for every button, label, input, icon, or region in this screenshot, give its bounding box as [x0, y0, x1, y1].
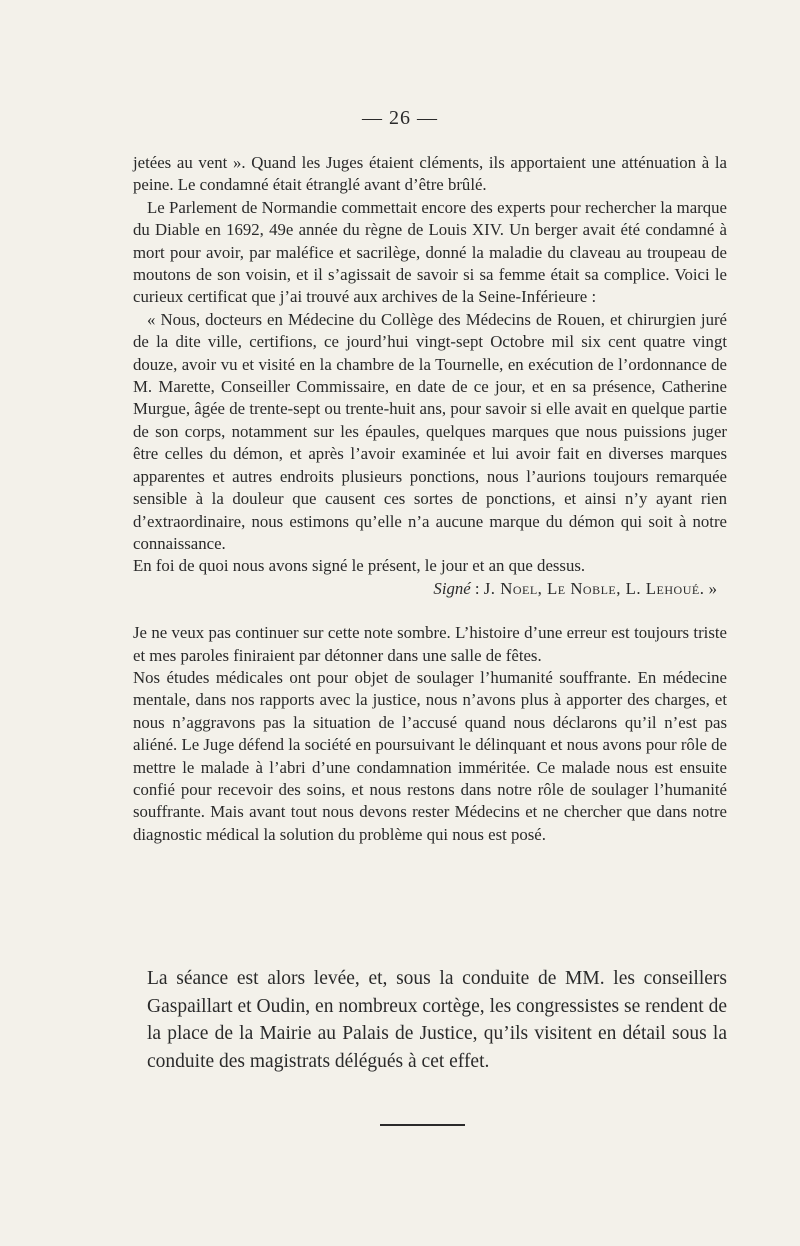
paragraph-certificate: « Nous, docteurs en Médecine du Collège des Médecins de Rouen, et chirurgien juré de la dite ville, certifions, ce jourd’hui vingt-sept Octobre mil six cent quatre vingt douze, avoir vu et visité en la chambre de la Tournelle, en exécution de l’ordonnance de M. Marette, Conseiller Commissaire, en date de ce jour, et en sa présence, Catherine Murgue, âgée de trente-sept ou trente-huit ans, pour savoir si elle avait en quelque partie de son corps, notamment sur les épaules, quelques marques que nous puissions juger être celles du démon, et après l’avoir examinée et lui avoir fait en diverses marques apparentes et autres endroits plusieurs ponctions, nous l’aurions toujours remarquée sensible à la douleur que causent ces sortes de ponctions, et ainsi n’y ayant rien d’extraordinaire, nous estimons qu’elle n’a aucune marque du démon qui soit à notre connaissance. — [133, 309, 727, 553]
closing-text — [147, 965, 727, 1075]
paragraph-etudes: Nos études médicales ont pour objet de soulager l’humanité souffrante. En médecine mentale, dans nos rapports avec la justice, nous n’avons plus à apporter des charges, et nous n’aggravons pas la situation de l’accusé quand nous déclarons qu’il n’est pas aliéné. Le Juge défend la société en poursuivant le délinquant et nous avons pour rôle de mettre le malade à l’abri d’une condamnation imméritée. Ce malade nous est ensuite confié pour recevoir des soins, et nous restons dans notre rôle de soulager l’humanité souffrante. Mais avant tout nous devons rester Médecins et ne chercher que dans notre diagnostic médical la solution du problème qui nous est posé. — [133, 667, 727, 844]
paragraph-execution: jetées au vent ». Quand les Juges étaient cléments, ils apportaient une atténuation à la peine. Le condamné était étranglé avant d’être brûlé. — [133, 153, 727, 195]
paragraph-gap — [133, 600, 727, 622]
signature-names: J. Noel, Le Noble, L. Lehoué. — [483, 578, 705, 598]
signature-line — [133, 578, 727, 600]
signature-close: » — [704, 578, 717, 598]
paragraph-en-foi: En foi de quoi nous avons signé le présent, le jour et an que dessus. — [133, 556, 586, 576]
end-rule — [380, 1124, 465, 1126]
paragraph-sombre: Je ne veux pas continuer sur cette note sombre. L’histoire d’une erreur est toujours triste et mes paroles finiraient par détonner dans une salle de fêtes. — [133, 623, 727, 665]
signature-separator: : — [470, 578, 484, 598]
page-number: — 26 — — [362, 107, 438, 129]
main-text — [133, 152, 727, 846]
paragraph-parlement: Le Parlement de Normandie commettait encore des experts pour rechercher la marque du Diable en 1692, 49e année du règne de Louis XIV. Un berger avait été condamné à mort pour avoir, par maléfice et sacrilège, donné la maladie du claveau au troupeau de moutons de son voisin, et il s’agissait de savoir si sa femme était sa complice. Voici le curieux certificat que j’ai trouvé aux archives de la Seine-Inférieure : — [133, 197, 727, 307]
signature-label: Signé — [433, 578, 471, 598]
paragraph-seance: La séance est alors levée, et, sous la conduite de MM. les conseillers Gaspaillart et Oudin, en nombreux cortège, les congressistes se rendent de la place de la Mairie au Palais de Justice, qu’ils visitent en détail sous la conduite des magistrats délégués à cet effet. — [147, 968, 727, 1072]
